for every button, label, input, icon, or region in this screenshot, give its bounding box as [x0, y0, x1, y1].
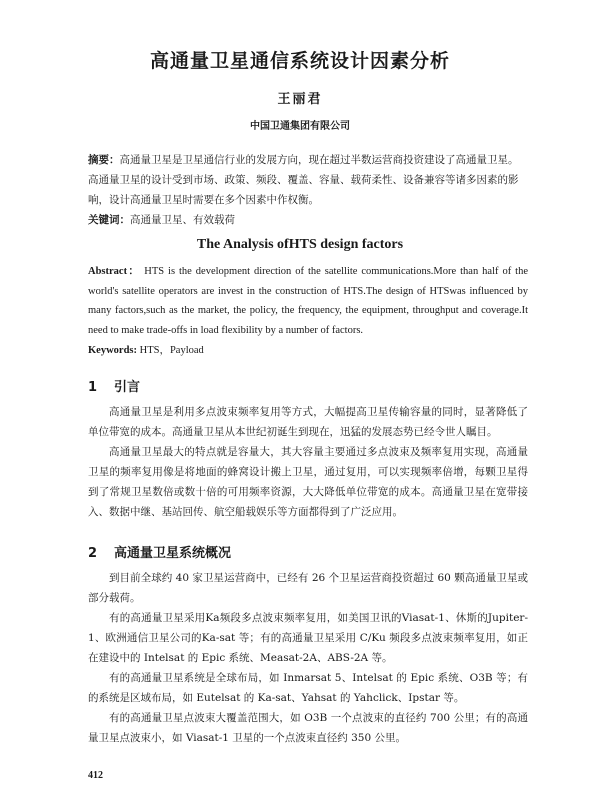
english-title: The Analysis ofHTS design factors [196, 237, 404, 252]
keywords-en-label: Keywords: [88, 345, 137, 356]
section-1-paragraph: 高通量卫星是利用多点波束频率复用等方式，大幅提高卫星传输容量的同时，显著降低了单位带宽的成本。高通量卫星从本世纪初诞生到现在，迅猛的发展态势已经令世人瞩目。 [88, 406, 528, 438]
section-2-paragraph: 有的高通量卫星采用Ka频段多点波束频率复用，如美国卫讯的Viasat-1、休斯的Jupiter-1、欧洲通信卫星公司的Ka-sat 等；有的高通量卫星采用 C/Ku 频段多点波束频率复用，如正在建设中的 Intelsat 的 Epic 系统、Measat-2A、ABS-2A 等。 [88, 612, 528, 664]
abstract-cn [88, 150, 528, 210]
page-number: 412 [88, 770, 103, 781]
keywords-en-text: HTS，Payload [139, 345, 204, 356]
abstract-en-text: HTS is the development direction of the satellite communications.More than half of the world's satellite operators are invest in the construction of HTS.The design of HTSwas influenced by many factors,such as the market, the policy, the frequency, the equipment, throughput and coverage.It need to make trade-offs in load flexibility by a number of factors. [88, 266, 529, 336]
section-1-paragraph: 高通量卫星最大的特点就是容量大，其大容量主要通过多点波束及频率复用实现，高通量卫星的频率复用像是将地面的蜂窝设计搬上卫星，通过复用，可以实现频率倍增，每颗卫星得到了常规卫星数倍或数十倍的可用频率资源，大大降低单位带宽的成本。高通量卫星在宽带接入、数据中继、基站回传、航空船载娱乐等方面都得到了广泛应用。 [88, 446, 528, 518]
keywords-cn [88, 210, 528, 230]
paper-title: 高通量卫星通信系统设计因素分析 [149, 50, 450, 72]
abstract-en-label: Abstract： [88, 266, 141, 277]
abstract-en [88, 262, 528, 340]
section-2-number: 2 [88, 546, 98, 561]
keywords-cn-text: 高通量卫星、有效载荷 [130, 214, 235, 226]
section-1-heading [88, 376, 140, 395]
keywords-cn-label: 关键词： [88, 214, 130, 226]
author-affiliation: 中国卫通集团有限公司 [250, 121, 350, 132]
section-2-paragraph: 有的高通量卫星系统是全球布局，如 Inmarsat 5、Intelsat 的 Epic 系统、O3B 等；有的系统是区域布局，如 Eutelsat 的 Ka-sat、Yahsat 的 Yahclick、Ipstar 等。 [88, 672, 528, 704]
section-2-body [88, 568, 528, 748]
section-2-heading [88, 542, 231, 561]
abstract-cn-label: 摘要： [88, 154, 120, 166]
section-1-number: 1 [88, 380, 98, 395]
section-1-body [88, 402, 528, 522]
keywords-en [88, 341, 528, 361]
section-2-title: 高通量卫星系统概况 [114, 546, 232, 561]
section-2-paragraph: 有的高通量卫星点波束大覆盖范围大，如 O3B 一个点波束的直径约 700 公里；有的高通量卫星点波束小，如 Viasat-1 卫星的一个点波束直径约 350 公里。 [88, 712, 528, 744]
abstract-cn-text: 高通量卫星是卫星通信行业的发展方向，现在超过半数运营商投资建设了高通量卫星。高通量卫星的设计受到市场、政策、频段、覆盖、容量、载荷柔性、设备兼容等诸多因素的影响，设计高通量卫星时需要在多个因素中作权衡。 [88, 154, 519, 206]
author-name: 王丽君 [277, 92, 323, 107]
section-2-paragraph: 到目前全球约 40 家卫星运营商中，已经有 26 个卫星运营商投资超过 60 颗高通量卫星或部分载荷。 [88, 572, 528, 604]
section-1-title: 引言 [114, 380, 141, 395]
